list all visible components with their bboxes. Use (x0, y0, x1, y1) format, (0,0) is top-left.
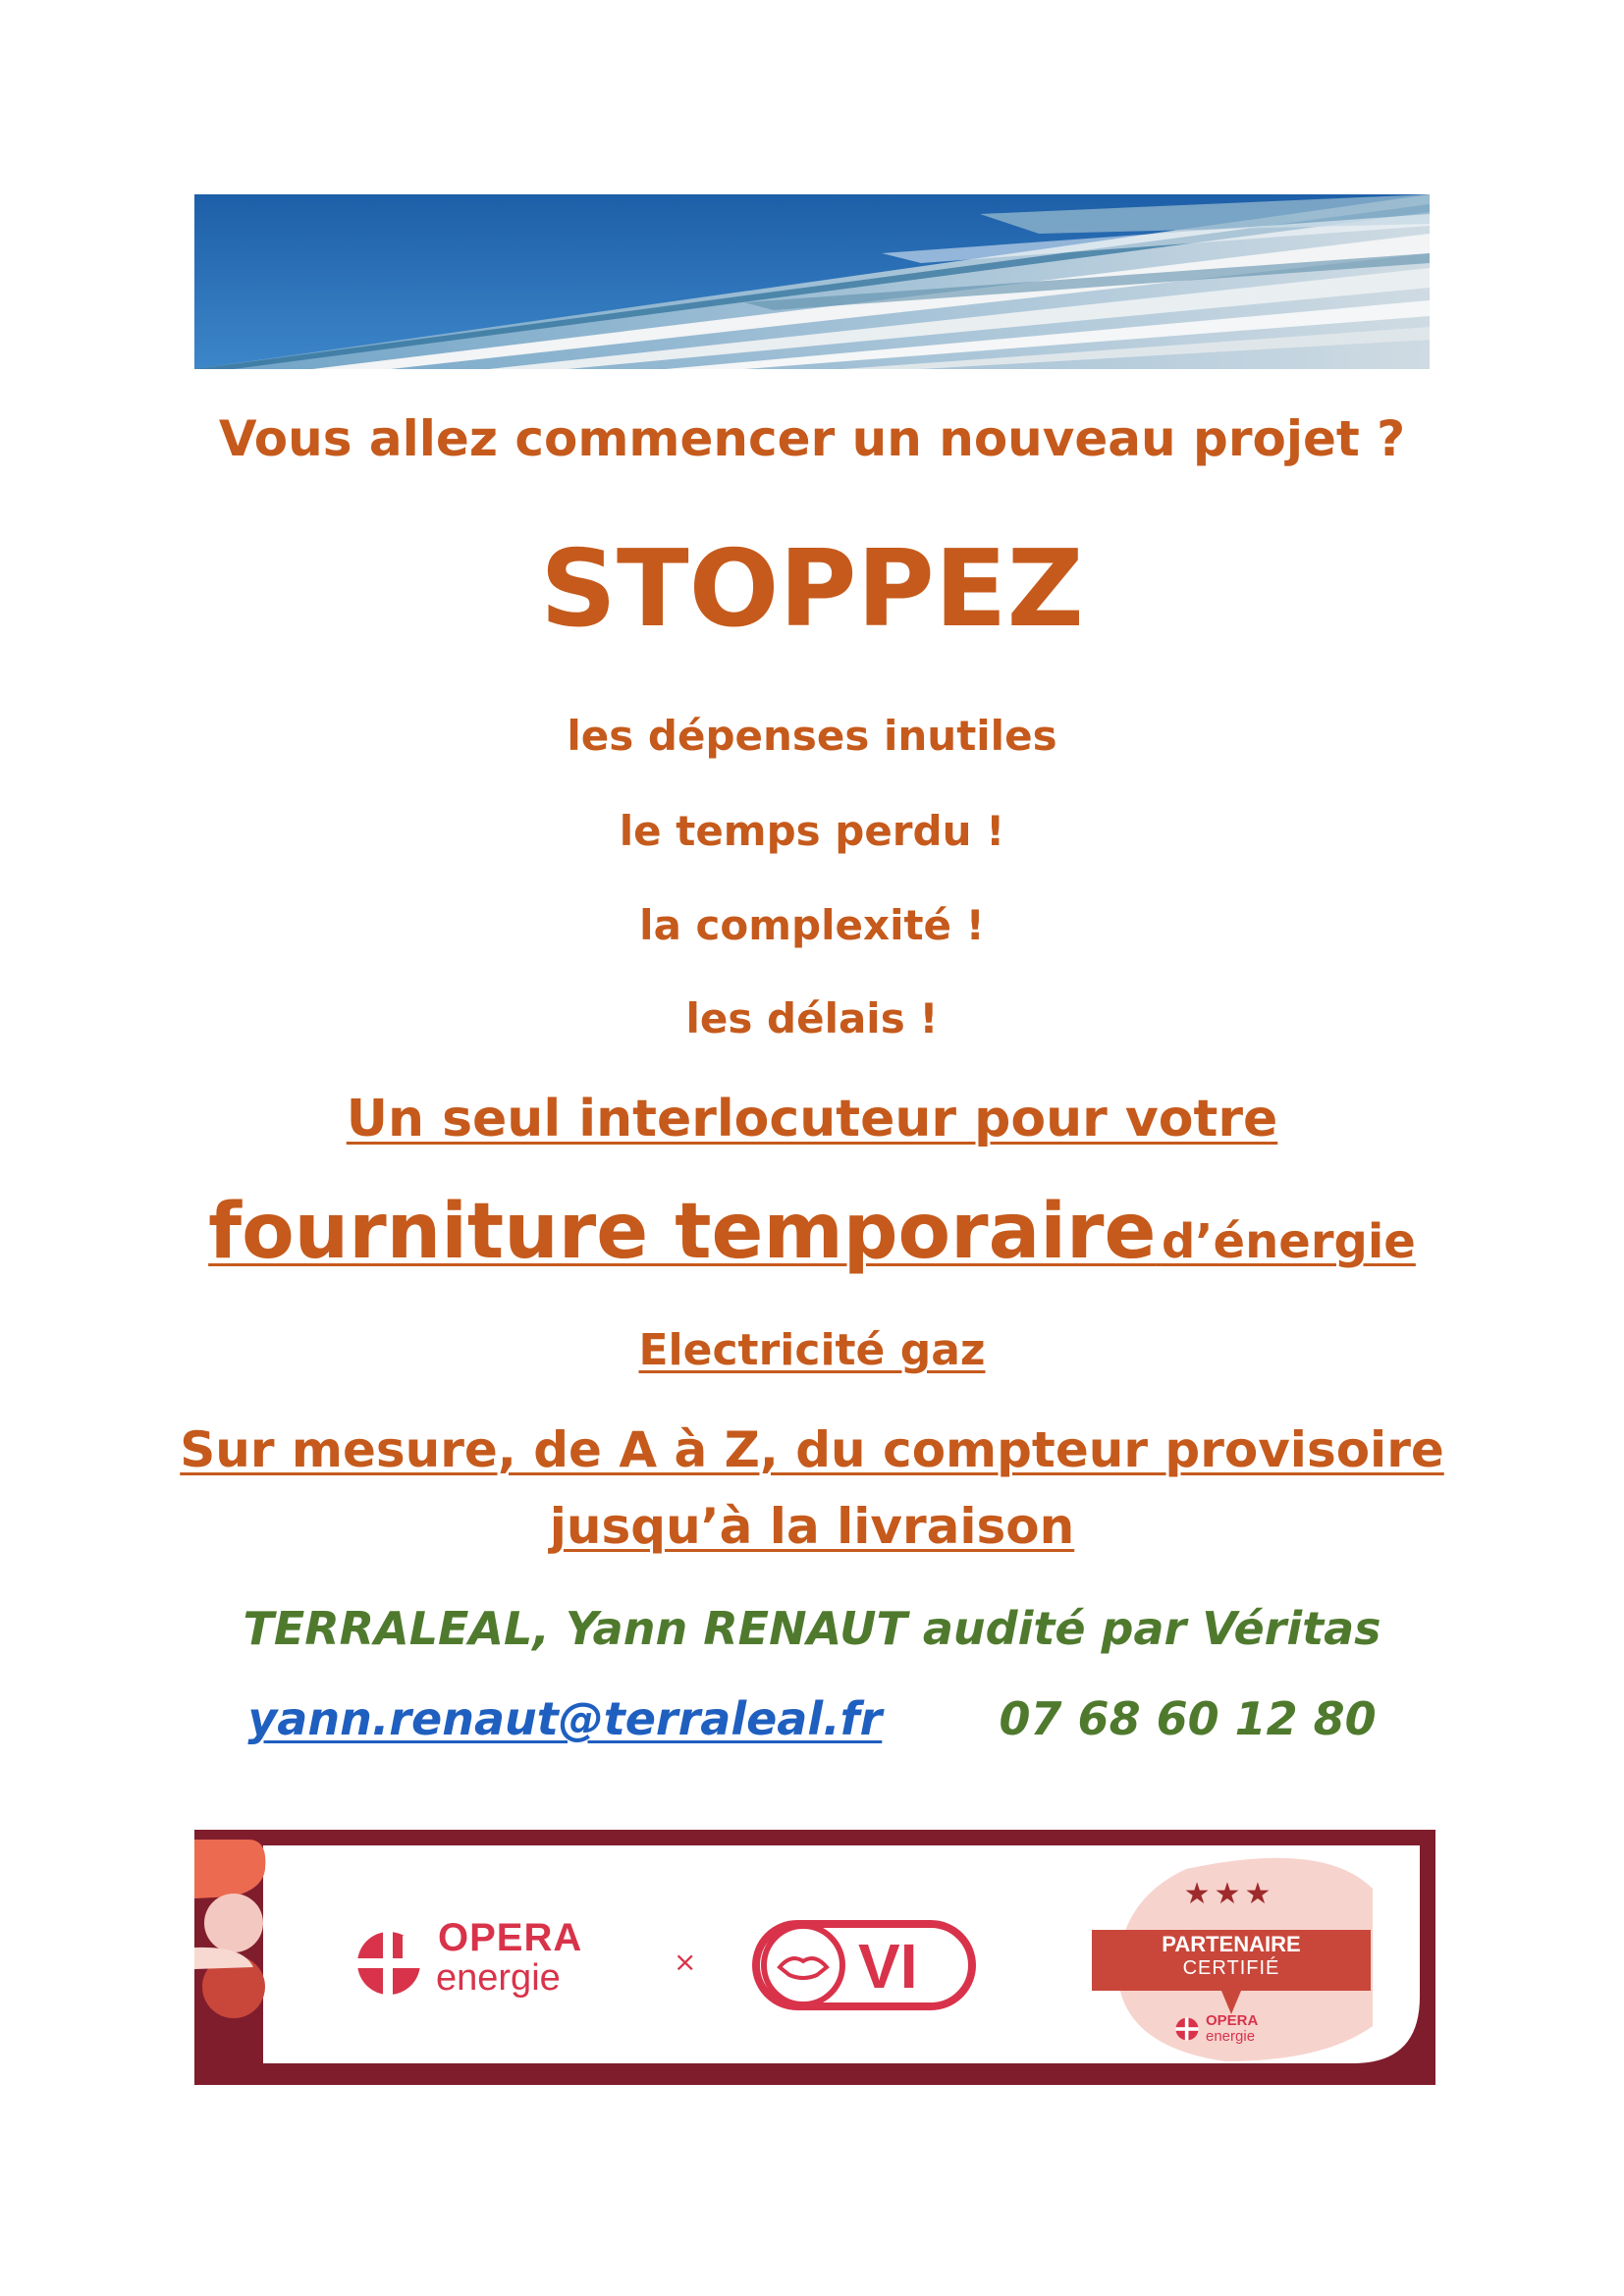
phone-number: 07 68 60 12 80 (999, 1692, 1377, 1745)
custom-line-2: jusqu’à la livraison (549, 1498, 1075, 1555)
certified-partner-badge (1084, 1869, 1301, 2056)
supply-big-text: fourniture temporaire (208, 1188, 1157, 1276)
custom-line-1: Sur mesure, de A à Z, du compteur provisoire (180, 1421, 1444, 1478)
badge-opera-word: OPERA (1206, 2012, 1259, 2029)
ovi-text: VI (858, 1931, 918, 2002)
building-banner-image (194, 194, 1430, 369)
contact-line (0, 1692, 1624, 1745)
supply-small-text: d’énergie (1161, 1214, 1416, 1269)
stars-icon: ★★★ (1183, 1877, 1275, 1911)
list-item: le temps perdu ! (619, 807, 1005, 855)
energies-line: Electricité gaz (638, 1325, 986, 1375)
times-separator: × (674, 1946, 697, 1978)
supply-line (0, 1188, 1624, 1276)
list-item: les délais ! (685, 994, 939, 1042)
headline: Vous allez commencer un nouveau projet ? (218, 410, 1406, 467)
email-link[interactable]: yann.renaut@terraleal.fr (247, 1692, 883, 1745)
opera-symbol-icon (353, 1928, 424, 1999)
partner-footer (194, 1830, 1435, 2085)
interlocutor-line: Un seul interlocuteur pour votre (346, 1090, 1278, 1148)
stoppez-title: STOPPEZ (540, 528, 1084, 651)
opera-word: OPERA (438, 1916, 583, 1959)
badge-line1: PARTENAIRE (1162, 1932, 1301, 1956)
company-line: TERRALEAL, Yann RENAUT audité par Véritas (243, 1602, 1381, 1655)
ovi-logo (752, 1916, 978, 2014)
list-item: la complexité ! (639, 901, 985, 949)
list-item: les dépenses inutiles (567, 712, 1057, 760)
badge-energie-word: energie (1206, 2028, 1256, 2045)
energie-word: energie (436, 1957, 561, 1999)
badge-line2: CERTIFIÉ (1182, 1957, 1280, 1979)
badge-opera-icon (1174, 2016, 1200, 2042)
